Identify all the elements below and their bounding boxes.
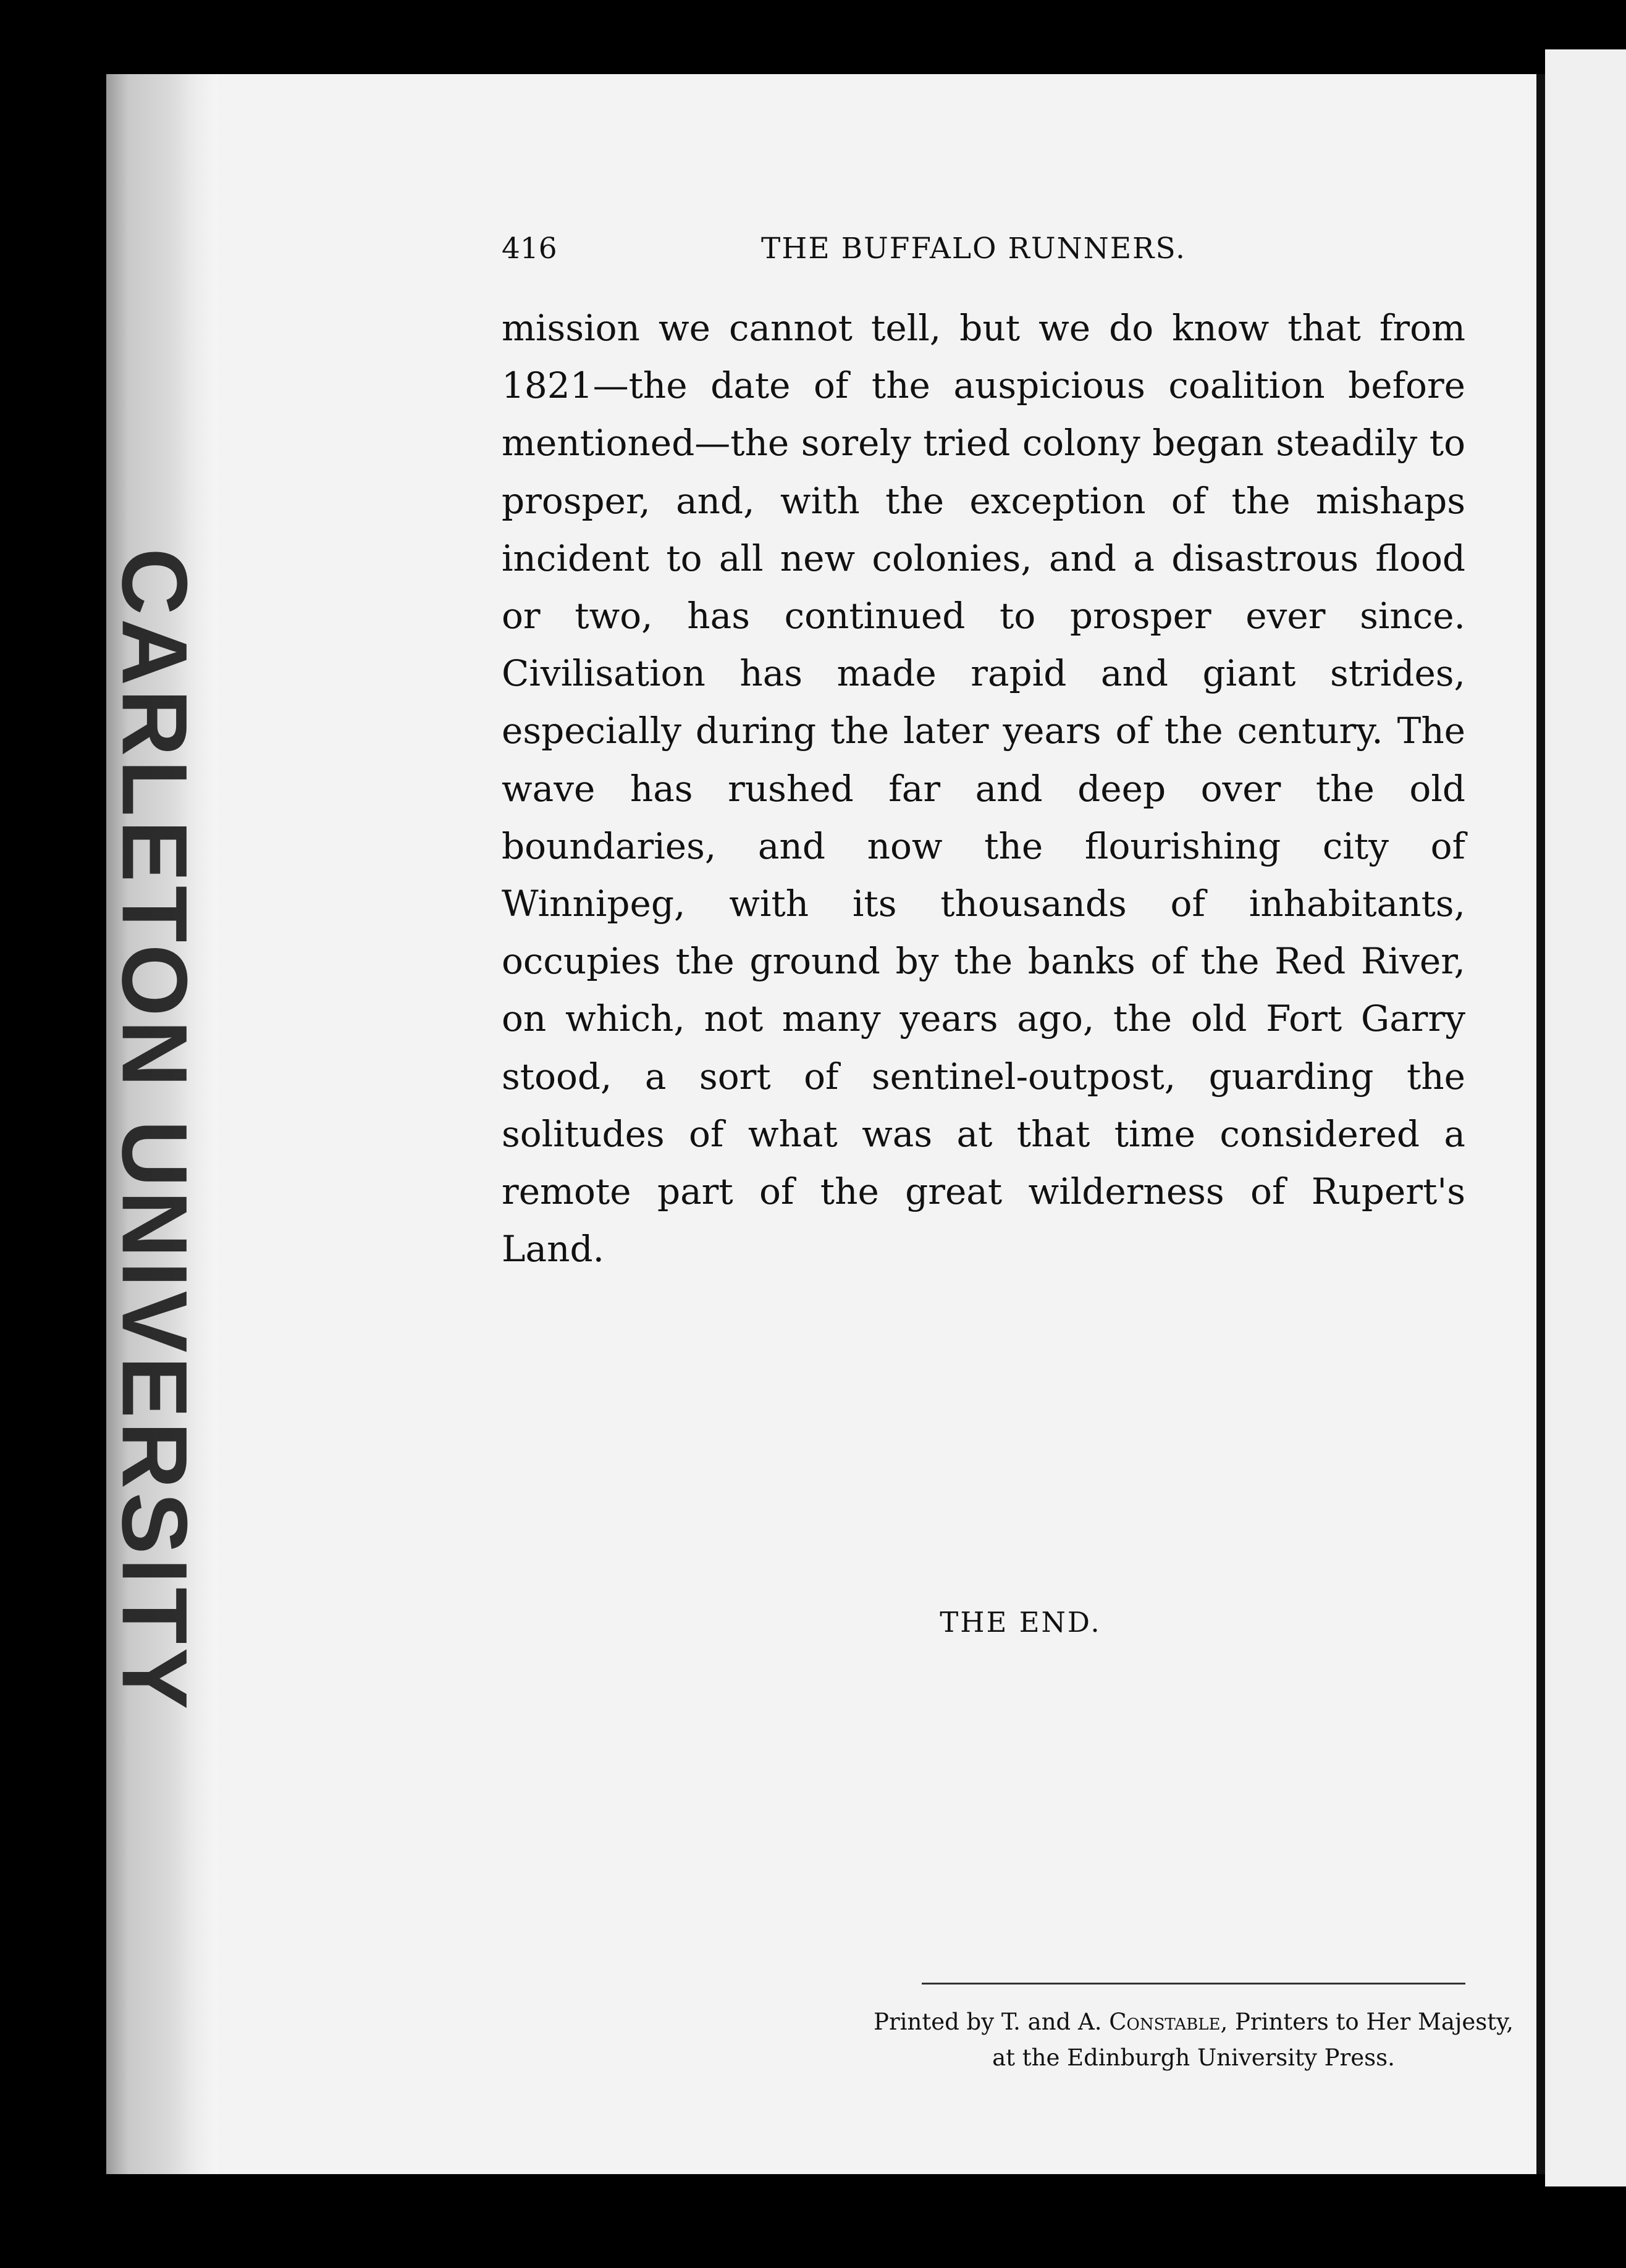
library-stamp-text: CARLETON UNIVERSITY (103, 547, 207, 1713)
imprint-suffix: , Printers to Her Majesty, (1220, 2009, 1514, 2035)
book-page (217, 74, 1536, 2174)
imprint-printer-name: Constable (1109, 2009, 1221, 2035)
adjacent-page-edge (1545, 49, 1626, 2186)
imprint-prefix: Printed by T. and A. (874, 2009, 1110, 2035)
running-title: THE BUFFALO RUNNERS. (761, 232, 1186, 266)
body-paragraph: mission we cannot tell, but we do know that from 1821—the date of the auspicious coalition before mentioned—the sorely tried colony began steadily to prosper, and, with the exception of the mishaps incident to all new colonies, and a disastrous flood or two, has continued to prosper ever since. Civilisation has made rapid and giant strides, especially during the later years of the century. The wave has rushed far and deep over the old boundaries, and now the flourishing city of Winnipeg, with its thousands of inhabitants, occupies the ground by the banks of the Red River, on which, not many years ago, the old Fort Garry stood, a sort of sentinel-outpost, guarding the solitudes of what was at that time considered a remote part of the great wilderness of Rupert's Land. (502, 307, 1465, 1270)
page-header (502, 232, 1465, 300)
imprint-line-1 (811, 2004, 1577, 2040)
imprint-line-2: at the Edinburgh University Press. (992, 2044, 1395, 2071)
page-content (502, 232, 1465, 1639)
library-stamp (93, 547, 216, 1713)
imprint-rule (922, 1983, 1465, 1984)
page-gutter (1536, 74, 1545, 2174)
printer-imprint (811, 2004, 1577, 2076)
the-end: THE END. (940, 1606, 1102, 1639)
page-number: 416 (502, 232, 557, 266)
